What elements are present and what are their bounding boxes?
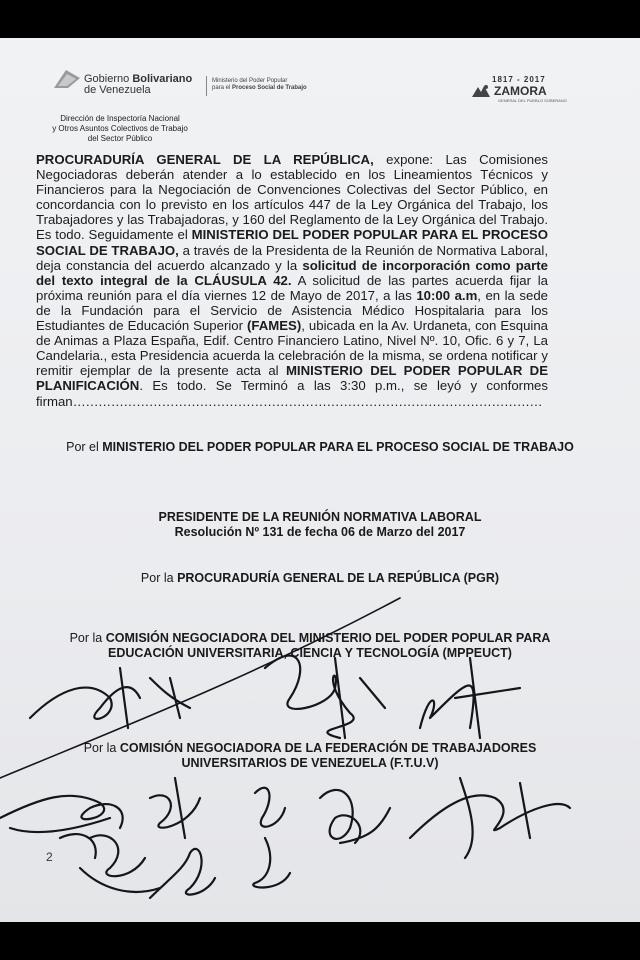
anniversary-years: 1817 - 2017 [492, 75, 546, 84]
signature-6 [80, 835, 160, 892]
signature-8 [253, 788, 290, 888]
signature-5 [150, 778, 200, 838]
signature-block-ftuv: Por la COMISIÓN NEGOCIADORA DE LA FEDERACIÓN DE TRABAJADORES UNIVERSITARIOS DE VENEZUELA (F.T.U.V) [83, 741, 537, 770]
signature-7 [150, 849, 215, 898]
direction-header: Dirección de Inspectoría Nacional y Otros Asuntos Colectivos de Trabajo del Sector Público [52, 114, 188, 143]
signature-3 [420, 658, 520, 738]
act-body-paragraph: PROCURADURÍA GENERAL DE LA REPÚBLICA, expone: Las Comisiones Negociadoras deberán atender a lo establecido en los Lineamientos Técnicos y Financieros para la Negociación de Convenciones Colectivas del Sector Público, en concordancia con lo previsto en los artículos 447 de la Ley Orgánica del Trabajo, los Trabajadores y las Trabajadoras, y 160 del Reglamento de la Ley Orgánica del Trabajo. Es todo. Seguidamente el MINISTERIO DEL PODER POPULAR PARA EL PROCESO SOCIAL DE TRABAJO, a través de la Presidenta de la Reunión de Normativa Laboral, deja constancia del acuerdo alcanzado y la solicitud de incorporación como parte del texto integral de la CLÁUSULA 42. A solicitud de las partes acuerda fijar la próxima reunión para el día viernes 12 de Mayo de 2017, a las 10:00 a.m, en la sede de la Fundación para el Servicio de Asistencia Médico Hospitalaria para los Estudiantes de Educación Superior (FAMES), ubicada en la Av. Urdaneta, con Esquina de Animas a Plaza España, Edif. Centro Financiero Latino, Nivel Nº. 10, Ofic. 6 y 7, La Candelaria., esta Presidencia acuerda la celebración de la misma, se ordena notificar y remitir ejemplar de la presente acta al MINISTERIO DEL PODER POPULAR DE PLANIFICACIÓN. Es todo. Se Terminó a las 3:30 p.m., se leyó y conformes firman………………………………………………………………………………………………… [36, 152, 549, 409]
document-page [0, 38, 640, 922]
signature-block-pgr: Por la PROCURADURÍA GENERAL DE LA REPÚBLICA (PGR) [140, 571, 500, 585]
signature-2 [265, 656, 385, 738]
signature-4 [0, 796, 123, 858]
signature-1 [30, 668, 190, 728]
zamora-logo-icon [470, 83, 492, 99]
government-name: Gobierno Bolivariano de Venezuela [84, 73, 193, 96]
page-number: 2 [46, 850, 53, 864]
signature-10 [410, 778, 570, 858]
ministry-name: Ministerio del Poder Popular para el Proceso Social de Trabajo [212, 78, 307, 91]
zamora-subtitle: GENERAL DEL PUEBLO SOBERANO [498, 98, 567, 103]
government-logo-icon [52, 68, 82, 90]
signature-block-president: PRESIDENTE DE LA REUNIÓN NORMATIVA LABORAL Resolución Nº 131 de fecha 06 de Marzo del 2017 [158, 510, 482, 539]
signature-block-mpppst: Por el MINISTERIO DEL PODER POPULAR PARA EL PROCESO SOCIAL DE TRABAJO [66, 440, 574, 454]
zamora-logo-text: ZAMORA [494, 84, 547, 98]
header-divider [206, 76, 207, 96]
signature-block-mppeuct: Por la COMISIÓN NEGOCIADORA DEL MINISTERIO DEL PODER POPULAR PARA EDUCACIÓN UNIVERSITARIA, CIENCIA Y TECNOLOGÍA (MPPEUCT) [69, 631, 551, 660]
signature-9 [320, 790, 390, 843]
